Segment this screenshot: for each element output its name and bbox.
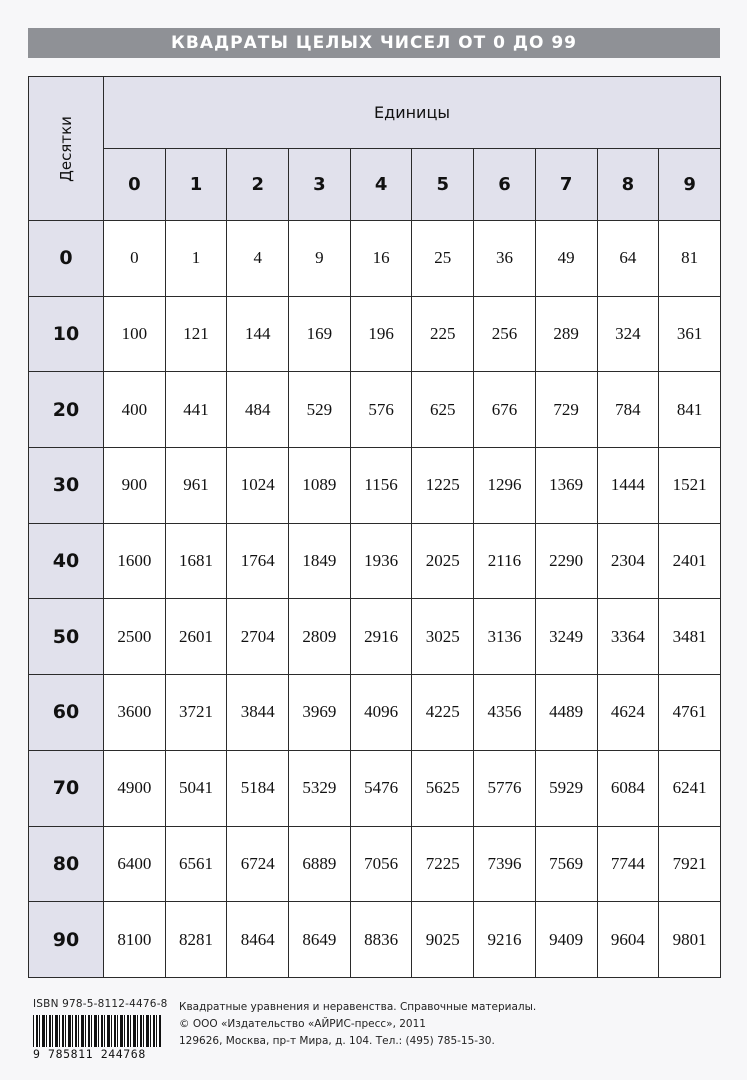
barcode-image [33, 1015, 161, 1047]
square-value-cell: 5329 [289, 750, 351, 826]
square-value-cell: 64 [597, 221, 659, 297]
square-value-cell: 144 [227, 296, 289, 372]
square-value-cell: 3721 [165, 675, 227, 751]
square-value-cell: 2025 [412, 523, 474, 599]
square-value-cell: 441 [165, 372, 227, 448]
square-value-cell: 3481 [659, 599, 721, 675]
units-axis-label: Единицы [104, 77, 721, 149]
square-value-cell: 6561 [165, 826, 227, 902]
table-row [29, 221, 721, 297]
publication-info [179, 999, 536, 1050]
square-value-cell: 4096 [350, 675, 412, 751]
square-value-cell: 9216 [474, 902, 536, 978]
units-digit-header: 9 [659, 149, 721, 221]
square-value-cell: 5476 [350, 750, 412, 826]
copyright-line: © ООО «Издательство «АЙРИС-пресс», 2011 [179, 1018, 426, 1030]
address-line: 129626, Москва, пр-т Мира, д. 104. Тел.: (495) 785-15-30. [179, 1035, 495, 1047]
units-digit-header: 6 [474, 149, 536, 221]
square-value-cell: 6889 [289, 826, 351, 902]
square-value-cell: 4624 [597, 675, 659, 751]
square-value-cell: 324 [597, 296, 659, 372]
square-value-cell: 196 [350, 296, 412, 372]
square-value-cell: 4900 [104, 750, 166, 826]
page-title: КВАДРАТЫ ЦЕЛЫХ ЧИСЕЛ ОТ 0 ДО 99 [170, 33, 577, 53]
square-value-cell: 8281 [165, 902, 227, 978]
square-value-cell: 6724 [227, 826, 289, 902]
square-value-cell: 5625 [412, 750, 474, 826]
tens-axis-label: Десятки [57, 115, 75, 182]
square-value-cell: 9 [289, 221, 351, 297]
square-value-cell: 1225 [412, 448, 474, 524]
square-value-cell: 2500 [104, 599, 166, 675]
square-value-cell: 5041 [165, 750, 227, 826]
units-digit-header: 5 [412, 149, 474, 221]
square-value-cell: 3844 [227, 675, 289, 751]
table-row [29, 296, 721, 372]
table-row [29, 372, 721, 448]
square-value-cell: 625 [412, 372, 474, 448]
square-value-cell: 400 [104, 372, 166, 448]
tens-row-header: 0 [29, 221, 104, 297]
square-value-cell: 36 [474, 221, 536, 297]
square-value-cell: 3969 [289, 675, 351, 751]
square-value-cell: 784 [597, 372, 659, 448]
square-value-cell: 0 [104, 221, 166, 297]
table-row [29, 750, 721, 826]
square-value-cell: 5929 [535, 750, 597, 826]
square-value-cell: 8464 [227, 902, 289, 978]
square-value-cell: 7921 [659, 826, 721, 902]
square-value-cell: 3249 [535, 599, 597, 675]
square-value-cell: 49 [535, 221, 597, 297]
isbn-label: ISBN 978-5-8112-4476-8 [33, 998, 168, 1010]
square-value-cell: 900 [104, 448, 166, 524]
square-value-cell: 729 [535, 372, 597, 448]
units-digit-header: 1 [165, 149, 227, 221]
square-value-cell: 676 [474, 372, 536, 448]
square-value-cell: 2601 [165, 599, 227, 675]
square-value-cell: 256 [474, 296, 536, 372]
square-value-cell: 289 [535, 296, 597, 372]
units-digit-header: 2 [227, 149, 289, 221]
tens-row-header: 50 [29, 599, 104, 675]
square-value-cell: 4761 [659, 675, 721, 751]
tens-row-header: 10 [29, 296, 104, 372]
square-value-cell: 16 [350, 221, 412, 297]
square-value-cell: 2304 [597, 523, 659, 599]
table-row [29, 448, 721, 524]
units-digit-header: 7 [535, 149, 597, 221]
square-value-cell: 4225 [412, 675, 474, 751]
square-value-cell: 1 [165, 221, 227, 297]
square-value-cell: 4489 [535, 675, 597, 751]
square-value-cell: 1444 [597, 448, 659, 524]
square-value-cell: 9409 [535, 902, 597, 978]
square-value-cell: 9801 [659, 902, 721, 978]
square-value-cell: 2916 [350, 599, 412, 675]
square-value-cell: 529 [289, 372, 351, 448]
square-value-cell: 5776 [474, 750, 536, 826]
square-value-cell: 3600 [104, 675, 166, 751]
square-value-cell: 961 [165, 448, 227, 524]
tens-row-header: 30 [29, 448, 104, 524]
square-value-cell: 100 [104, 296, 166, 372]
square-value-cell: 1296 [474, 448, 536, 524]
tens-row-header: 20 [29, 372, 104, 448]
table-row [29, 523, 721, 599]
square-value-cell: 2290 [535, 523, 597, 599]
tens-row-header: 90 [29, 902, 104, 978]
square-value-cell: 2704 [227, 599, 289, 675]
title-bar [28, 28, 720, 58]
units-digit-header: 8 [597, 149, 659, 221]
square-value-cell: 1089 [289, 448, 351, 524]
square-value-cell: 4356 [474, 675, 536, 751]
square-value-cell: 484 [227, 372, 289, 448]
square-value-cell: 81 [659, 221, 721, 297]
square-value-cell: 7056 [350, 826, 412, 902]
square-value-cell: 4 [227, 221, 289, 297]
square-value-cell: 8836 [350, 902, 412, 978]
square-value-cell: 8649 [289, 902, 351, 978]
tens-row-header: 40 [29, 523, 104, 599]
square-value-cell: 841 [659, 372, 721, 448]
units-digit-header: 4 [350, 149, 412, 221]
square-value-cell: 121 [165, 296, 227, 372]
square-value-cell: 9604 [597, 902, 659, 978]
square-value-cell: 1521 [659, 448, 721, 524]
footer [33, 995, 723, 1065]
square-value-cell: 7396 [474, 826, 536, 902]
barcode-digits: 9 785811 244768 [33, 1047, 146, 1061]
square-value-cell: 1156 [350, 448, 412, 524]
table-row [29, 902, 721, 978]
square-value-cell: 1681 [165, 523, 227, 599]
square-value-cell: 6400 [104, 826, 166, 902]
square-value-cell: 169 [289, 296, 351, 372]
table-row [29, 675, 721, 751]
tens-row-header: 80 [29, 826, 104, 902]
square-value-cell: 576 [350, 372, 412, 448]
square-value-cell: 1369 [535, 448, 597, 524]
square-value-cell: 361 [659, 296, 721, 372]
square-value-cell: 8100 [104, 902, 166, 978]
squares-table [28, 76, 721, 978]
square-value-cell: 2809 [289, 599, 351, 675]
publication-title-line: Квадратные уравнения и неравенства. Справочные материалы. [179, 1001, 537, 1013]
square-value-cell: 2116 [474, 523, 536, 599]
square-value-cell: 1024 [227, 448, 289, 524]
tens-row-header: 70 [29, 750, 104, 826]
square-value-cell: 9025 [412, 902, 474, 978]
square-value-cell: 7569 [535, 826, 597, 902]
square-value-cell: 1936 [350, 523, 412, 599]
table-row [29, 826, 721, 902]
units-digit-header: 3 [289, 149, 351, 221]
tens-row-header: 60 [29, 675, 104, 751]
square-value-cell: 225 [412, 296, 474, 372]
square-value-cell: 5184 [227, 750, 289, 826]
square-value-cell: 3136 [474, 599, 536, 675]
units-digit-row [29, 149, 721, 221]
square-value-cell: 25 [412, 221, 474, 297]
square-value-cell: 1849 [289, 523, 351, 599]
corner-cell [29, 77, 104, 221]
units-header-row [29, 77, 721, 149]
square-value-cell: 1764 [227, 523, 289, 599]
square-value-cell: 7225 [412, 826, 474, 902]
square-value-cell: 6084 [597, 750, 659, 826]
square-value-cell: 3025 [412, 599, 474, 675]
table-row [29, 599, 721, 675]
square-value-cell: 2401 [659, 523, 721, 599]
square-value-cell: 7744 [597, 826, 659, 902]
square-value-cell: 6241 [659, 750, 721, 826]
square-value-cell: 3364 [597, 599, 659, 675]
units-digit-header: 0 [104, 149, 166, 221]
square-value-cell: 1600 [104, 523, 166, 599]
squares-table-container [28, 76, 721, 977]
